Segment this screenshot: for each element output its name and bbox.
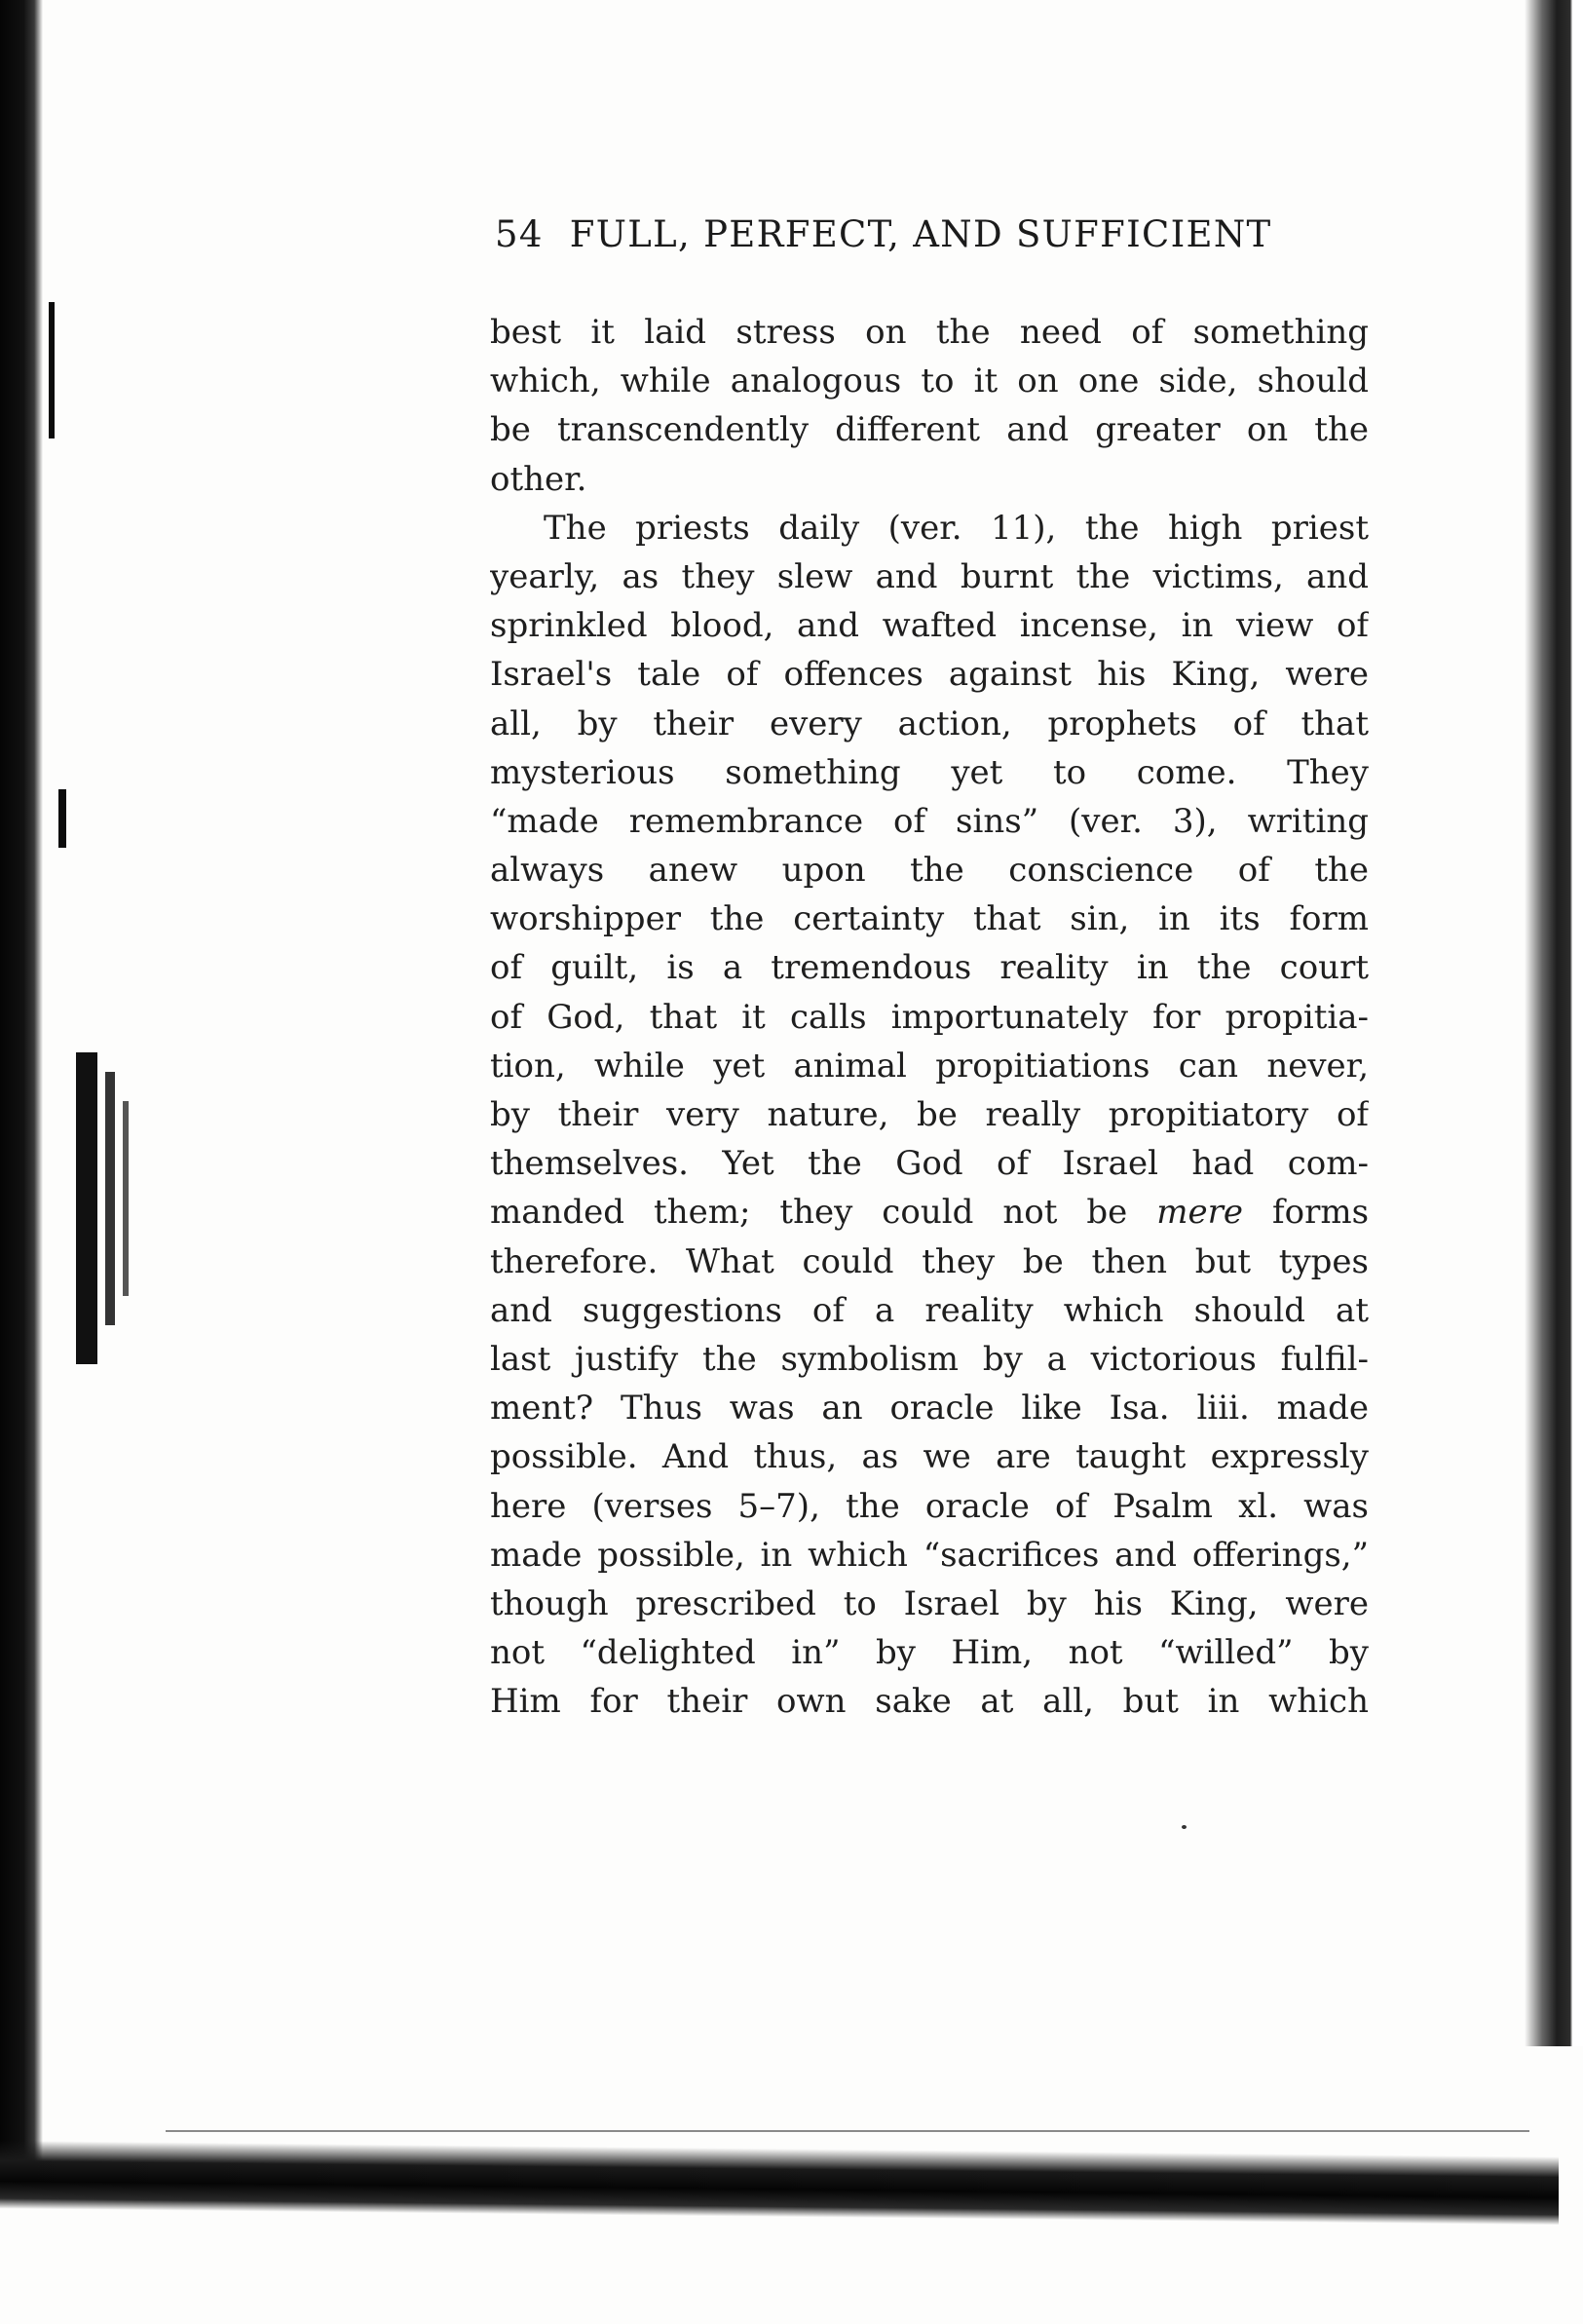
scan-mark <box>105 1072 115 1325</box>
scan-bottom-shadow <box>0 2141 1559 2226</box>
scan-page-edge <box>1525 0 1583 2046</box>
italic-word: mere <box>1156 1193 1244 1233</box>
text-line: themselves. Yet the God of Israel had com- <box>490 1144 1369 1184</box>
text-line: worshipper the certainty that sin, in its form <box>490 899 1369 939</box>
text-line: sprinkled blood, and wafted incense, in view of <box>490 606 1369 646</box>
text-line: though prescribed to Israel by his King, were <box>490 1583 1369 1623</box>
text-line: Israel's tale of offences against his King, were <box>490 655 1369 695</box>
scan-mark <box>123 1101 129 1296</box>
text-line: yearly, as they slew and burnt the victims, and <box>490 556 1369 596</box>
text-line: “made remembrance of sins” (ver. 3), writing <box>490 801 1369 841</box>
running-head <box>495 213 1372 272</box>
text-line: possible. And thus, as we are taught expressly <box>490 1437 1369 1477</box>
text-line: all, by their every action, prophets of that <box>490 704 1369 743</box>
text-line: of God, that it calls importunately for propitia- <box>490 997 1369 1037</box>
text-line <box>490 1188 1369 1237</box>
text-line: tion, while yet animal propitiations can never, <box>490 1046 1369 1086</box>
text-line: not “delighted in” by Him, not “willed” by <box>490 1633 1369 1673</box>
text-line: by their very nature, be really propitiatory of <box>490 1095 1369 1134</box>
text-segment: forms <box>1272 1193 1369 1233</box>
scan-rule <box>166 2130 1529 2132</box>
text-segment: manded them; they could not be <box>490 1193 1128 1233</box>
scan-mark <box>76 1052 97 1364</box>
page-number: 54 <box>495 213 544 255</box>
text-line: other. <box>490 459 587 499</box>
text-line: and suggestions of a reality which should at <box>490 1290 1369 1330</box>
text-line: be transcendently different and greater on the <box>490 410 1369 450</box>
text-line: mysterious something yet to come. They <box>490 752 1369 792</box>
scan-mark <box>58 789 66 848</box>
text-line: made possible, in which “sacrifices and offerings,” <box>490 1535 1369 1575</box>
text-line: of guilt, is a tremendous reality in the court <box>490 948 1369 988</box>
text-line: last justify the symbolism by a victorious fulfil- <box>490 1339 1369 1379</box>
text-line: ment? Thus was an oracle like Isa. liii. made <box>490 1389 1369 1429</box>
text-line: best it laid stress on the need of something <box>490 313 1369 352</box>
text-line: here (verses 5–7), the oracle of Psalm xl. was <box>490 1486 1369 1526</box>
text-line: always anew upon the conscience of the <box>490 851 1369 891</box>
text-line: therefore. What could they be then but types <box>490 1241 1369 1281</box>
scan-speck <box>1182 1825 1187 1829</box>
text-line: The priests daily (ver. 11), the high priest <box>544 508 1369 548</box>
scan-mark <box>49 302 55 438</box>
text-line: which, while analogous to it on one side, should <box>490 362 1369 401</box>
body-text <box>490 308 1369 1726</box>
running-head-title: FULL, PERFECT, AND SUFFICIENT <box>569 213 1272 255</box>
text-line: Him for their own sake at all, but in which <box>490 1682 1369 1722</box>
scan-binding-shadow <box>0 0 43 2183</box>
